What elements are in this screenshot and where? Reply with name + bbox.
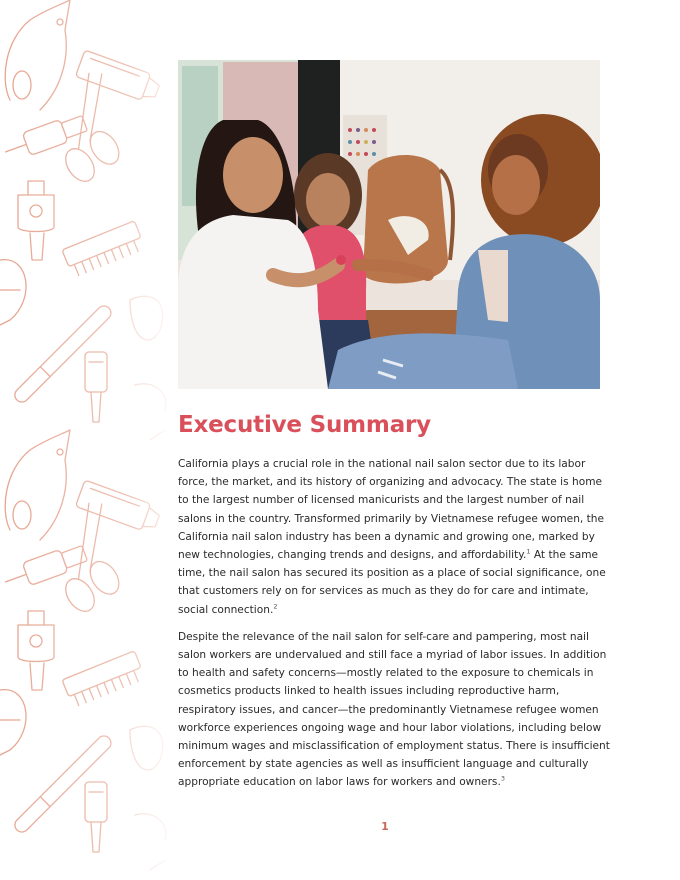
paragraph-text: At the same time, the nail salon has secured its position as a place of social significance, one that customers rely on for services as much as they do for care and intimate, social connection. <box>178 549 606 616</box>
nail-salon-photo <box>178 60 600 389</box>
summary-body <box>178 455 610 801</box>
footnote-marker[interactable]: 1 <box>526 547 531 556</box>
page-number: 1 <box>381 820 389 833</box>
paragraph-text: California plays a crucial role in the national nail salon sector due to its labor force, the market, and its history of organizing and advocacy. The state is home to the largest number of licensed manicurists and the largest number of nail salons in the country. Transformed primarily by Vietnamese refugee women, the California nail salon industry has been a dynamic and growing one, marked by new technologies, changing trends and designs, and affordability. <box>178 458 605 562</box>
manicure-tools-pattern <box>0 0 175 880</box>
paragraph-text: Despite the relevance of the nail salon for self-care and pampering, most nail salon workers are undervalued and still face a myriad of labor issues. In addition to health and safety concerns—mostly related to the exposure to chemicals in cosmetics products linked to health issues including reproductive harm, respiratory issues, and cancer—the predominantly Vietnamese refugee women workforce experiences ongoing wage and hour labor violations, including below minimum wages and misclassification of employment status. There is insufficient enforcement by state agencies as well as insufficient language and culturally appropriate education on labor laws for workers and owners. <box>178 630 610 789</box>
section-heading: Executive Summary <box>178 412 431 438</box>
summary-paragraph <box>178 455 610 619</box>
summary-paragraph <box>178 628 610 792</box>
footnote-marker[interactable]: 3 <box>500 774 505 783</box>
footnote-marker[interactable]: 2 <box>273 602 278 611</box>
